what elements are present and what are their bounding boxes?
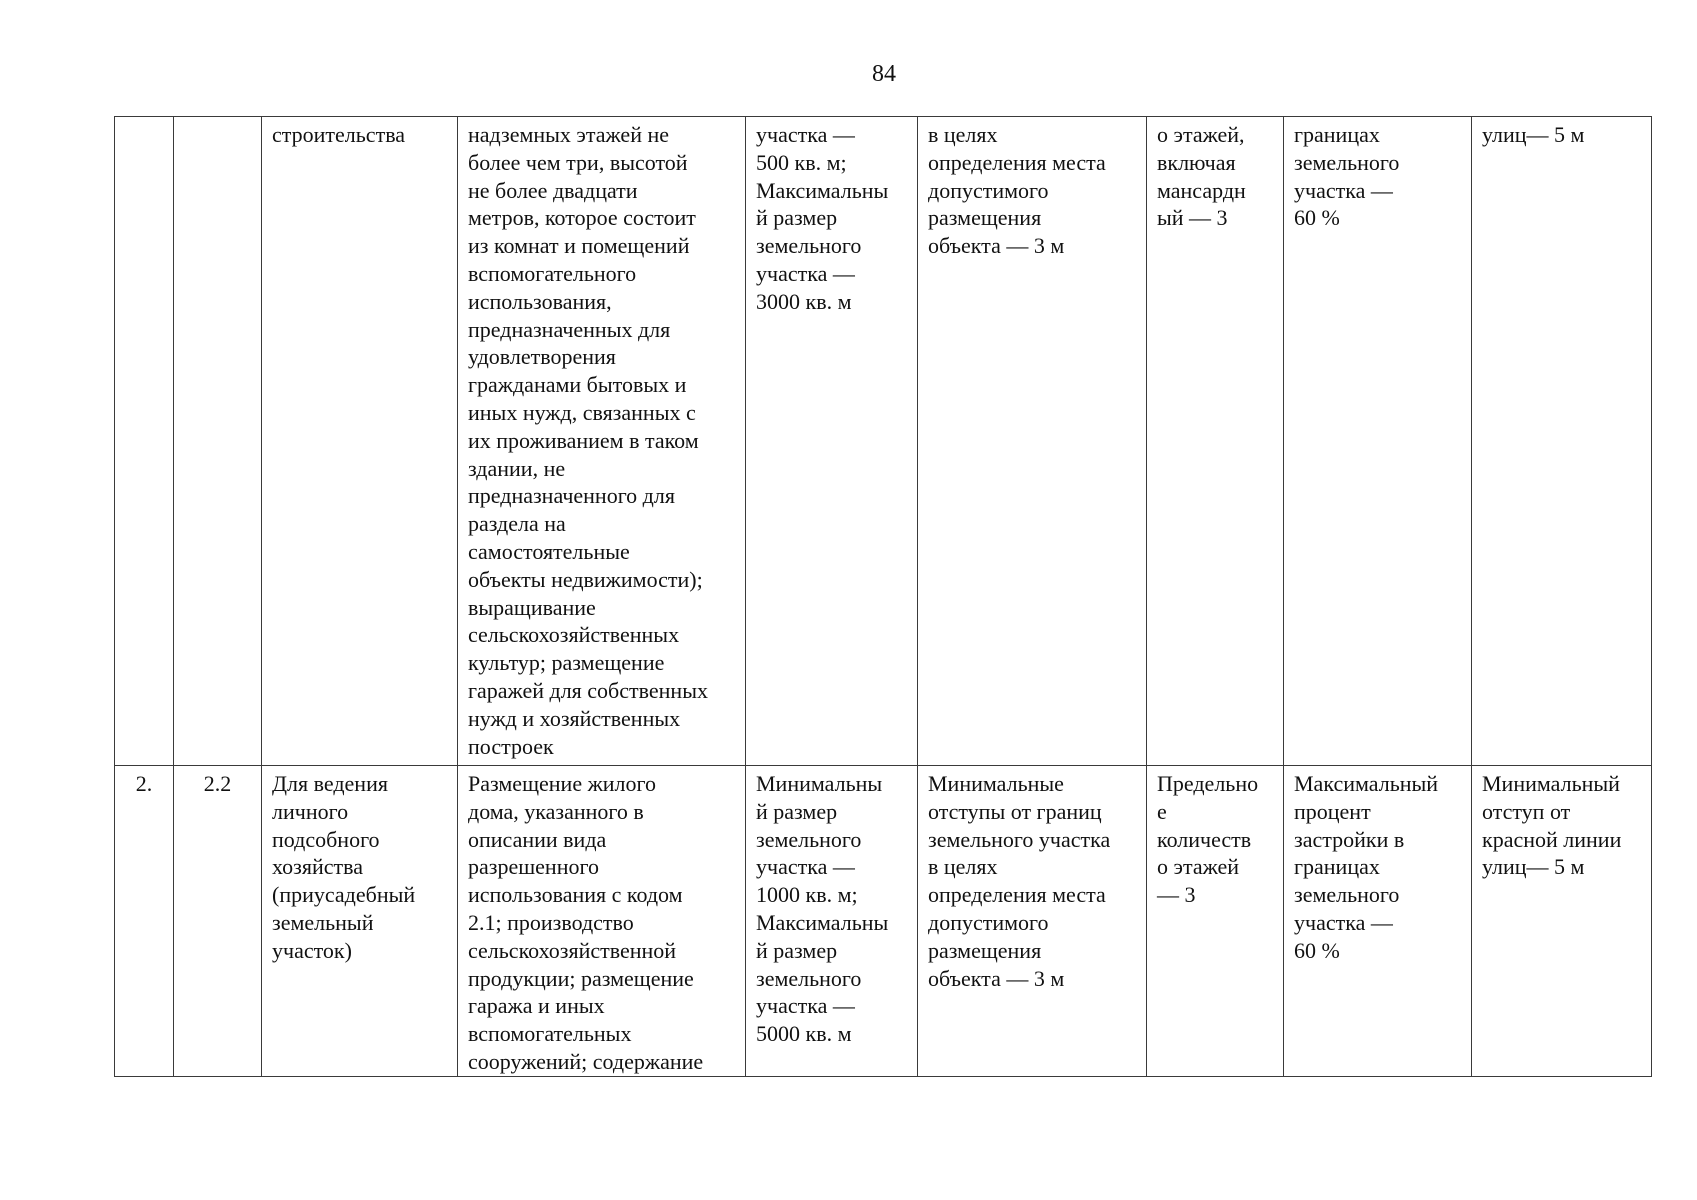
cell-text-line: участка — <box>756 854 855 880</box>
cell-text-line: Предельно <box>1157 771 1259 796</box>
cell-text-line: 2.1; производство <box>468 909 634 935</box>
cell-text-line: застройки в <box>1294 826 1405 852</box>
cell-text-line: земельного <box>1294 149 1400 175</box>
cell-text-line: Минимальные <box>928 771 1064 796</box>
use-name-cell <box>262 117 458 766</box>
cell-text-line: вспомогательных <box>468 1021 632 1047</box>
cell-text-line: ый — 3 <box>1157 205 1228 231</box>
cell-text-line: улиц— 5 м <box>1482 854 1585 880</box>
cell-text-line: надземных этажей не <box>468 122 670 147</box>
cell-text-line: объекты недвижимости); <box>468 566 703 592</box>
cell-text-line: определения места <box>928 149 1106 175</box>
setbacks-cell <box>918 117 1147 766</box>
cell-text-line: 3000 кв. м <box>756 288 852 314</box>
cell-text-line: земельного <box>1294 882 1400 908</box>
use-name-cell <box>262 766 458 1077</box>
cell-text-line: объекта — 3 м <box>928 965 1065 991</box>
cell-text-line: выращивание <box>468 594 596 620</box>
cell-text-line: красной линии <box>1482 826 1622 852</box>
floors-cell <box>1147 766 1284 1077</box>
cell-text-line: (приусадебный <box>272 882 416 908</box>
cell-text-line: улиц— 5 м <box>1482 122 1585 147</box>
code-cell: 2.2 <box>174 766 262 1077</box>
cell-text-line: Максимальный <box>1294 771 1439 796</box>
cell-text-line: 60 % <box>1294 205 1340 231</box>
cell-text-line: участка — <box>1294 909 1393 935</box>
cell-text-line: продукции; размещение <box>468 965 694 991</box>
plot-size-cell <box>746 766 918 1077</box>
cell-text-line: предназначенного для <box>468 483 675 509</box>
cell-text-line: из комнат и помещений <box>468 233 690 259</box>
cell-text-line: гражданами бытовых и <box>468 372 687 398</box>
cell-text-line: мансардн <box>1157 177 1246 203</box>
cell-text-line: не более двадцати <box>468 177 638 203</box>
cell-text-line: размещения <box>928 205 1042 231</box>
cell-text-line: Минимальный <box>1482 771 1620 796</box>
description-cell <box>458 766 746 1077</box>
cell-text-line: определения места <box>928 882 1106 908</box>
cell-text-line: й размер <box>756 937 838 963</box>
cell-text-line: хозяйства <box>272 854 363 880</box>
cell-text-line: разрешенного <box>468 854 599 880</box>
table-row <box>115 117 1652 766</box>
cell-text-line: Для ведения <box>272 771 388 796</box>
description-cell <box>458 117 746 766</box>
cell-text-line: подсобного <box>272 826 380 852</box>
cell-text-line: границах <box>1294 122 1380 147</box>
cell-text-line: дома, указанного в <box>468 798 644 824</box>
cell-text-line: земельного <box>756 965 862 991</box>
setbacks-cell <box>918 766 1147 1077</box>
cell-text-line: е <box>1157 798 1167 824</box>
cell-text-line: земельного участка <box>928 826 1111 852</box>
cell-text-line: отступ от <box>1482 798 1571 824</box>
cell-text-line: 500 кв. м; <box>756 149 847 175</box>
cell-text-line: в целях <box>928 122 998 147</box>
cell-text-line: сельскохозяйственной <box>468 937 677 963</box>
cell-text-line: в целях <box>928 854 998 880</box>
cell-text-line: количеств <box>1157 826 1252 852</box>
cell-text-line: самостоятельные <box>468 538 630 564</box>
cell-text-line: земельный <box>272 909 374 935</box>
cell-text-line: 1000 кв. м; <box>756 882 858 908</box>
land-use-table <box>114 116 1652 1077</box>
row-number-cell <box>115 117 174 766</box>
cell-text-line: участка — <box>756 122 855 147</box>
cell-text-line: метров, которое состоит <box>468 205 696 231</box>
cell-text-line: гаражей для собственных <box>468 677 708 703</box>
cell-text-line: участка — <box>756 260 855 286</box>
cell-text-line: Максимальны <box>756 909 889 935</box>
floors-cell <box>1147 117 1284 766</box>
plot-size-cell <box>746 117 918 766</box>
cell-text-line: размещения <box>928 937 1042 963</box>
cell-text-line: вспомогательного <box>468 260 637 286</box>
cell-text-line: раздела на <box>468 511 566 537</box>
cell-text-line: о этажей <box>1157 854 1240 880</box>
cell-text-line: участка — <box>1294 177 1393 203</box>
cell-text-line: использования с кодом <box>468 882 683 908</box>
coverage-cell <box>1284 117 1472 766</box>
cell-text-line: допустимого <box>928 177 1049 203</box>
cell-text-line: объекта — 3 м <box>928 233 1065 259</box>
cell-text-line: описании вида <box>468 826 607 852</box>
table-row <box>115 766 1652 1077</box>
cell-text-line: здании, не <box>468 455 566 481</box>
cell-text-line: сооружений; содержание <box>468 1048 704 1074</box>
cell-text-line: допустимого <box>928 909 1049 935</box>
cell-text-line: строительства <box>272 122 406 147</box>
cell-text-line: процент <box>1294 798 1371 824</box>
red-line-cell <box>1472 766 1652 1077</box>
cell-text-line: отступы от границ <box>928 798 1102 824</box>
cell-text-line: более чем три, высотой <box>468 149 688 175</box>
code-cell <box>174 117 262 766</box>
cell-text-line: удовлетворения <box>468 344 616 370</box>
cell-text-line: границах <box>1294 854 1380 880</box>
cell-text-line: участка — <box>756 993 855 1019</box>
red-line-cell <box>1472 117 1652 766</box>
cell-text-line: использования, <box>468 288 612 314</box>
cell-text-line: личного <box>272 798 349 824</box>
cell-text-line: включая <box>1157 149 1236 175</box>
cell-text-line: 60 % <box>1294 937 1340 963</box>
cell-text-line: сельскохозяйственных <box>468 622 680 648</box>
cell-text-line: построек <box>468 733 554 759</box>
cell-text-line: — 3 <box>1157 882 1196 908</box>
cell-text-line: культур; размещение <box>468 650 665 676</box>
cell-text-line: Размещение жилого <box>468 771 657 796</box>
cell-text-line: их проживанием в таком <box>468 427 699 453</box>
cell-text-line: й размер <box>756 205 838 231</box>
cell-text-line: гаража и иных <box>468 993 605 1019</box>
cell-text-line: нужд и хозяйственных <box>468 705 681 731</box>
cell-text-line: 5000 кв. м <box>756 1021 852 1047</box>
cell-text-line: й размер <box>756 798 838 824</box>
cell-text-line: Максимальны <box>756 177 889 203</box>
cell-text-line: Минимальны <box>756 771 883 796</box>
coverage-cell <box>1284 766 1472 1077</box>
cell-text-line: о этажей, <box>1157 122 1245 147</box>
cell-text-line: участок) <box>272 937 352 963</box>
cell-text-line: земельного <box>756 826 862 852</box>
cell-text-line: предназначенных для <box>468 316 671 342</box>
row-number-cell: 2. <box>115 766 174 1077</box>
cell-text-line: земельного <box>756 233 862 259</box>
page-number: 84 <box>872 61 896 87</box>
cell-text-line: иных нужд, связанных с <box>468 399 696 425</box>
